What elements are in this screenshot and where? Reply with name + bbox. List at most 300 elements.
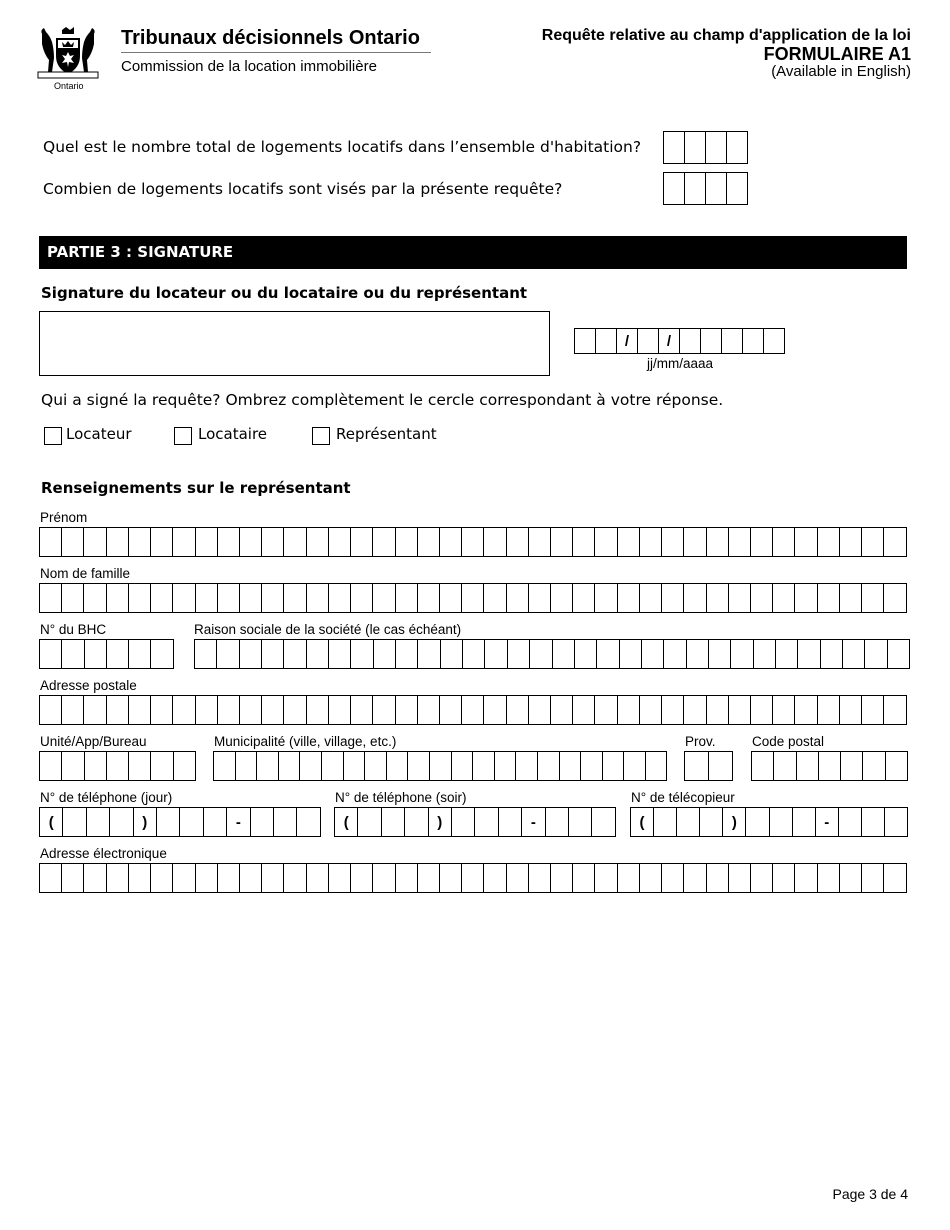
- char-box[interactable]: [707, 527, 729, 557]
- char-box[interactable]: [685, 751, 709, 781]
- char-box[interactable]: [462, 583, 484, 613]
- char-box[interactable]: [329, 863, 351, 893]
- fax-input[interactable]: [630, 807, 908, 837]
- char-box[interactable]: [396, 639, 418, 669]
- char-box[interactable]: [603, 751, 625, 781]
- char-box[interactable]: [85, 639, 107, 669]
- char-box[interactable]: [640, 695, 662, 725]
- char-box[interactable]: [727, 172, 748, 205]
- char-box[interactable]: [484, 863, 506, 893]
- char-box[interactable]: [592, 807, 615, 837]
- phone-day-input[interactable]: [39, 807, 321, 837]
- representative-checkbox[interactable]: [312, 427, 330, 445]
- char-box[interactable]: [507, 583, 529, 613]
- char-box[interactable]: [560, 751, 582, 781]
- char-box[interactable]: [729, 583, 751, 613]
- char-box[interactable]: [731, 639, 753, 669]
- char-box[interactable]: [516, 751, 538, 781]
- signature-box[interactable]: [39, 311, 550, 376]
- char-box[interactable]: [373, 527, 395, 557]
- char-box[interactable]: [640, 863, 662, 893]
- char-box[interactable]: [722, 328, 743, 354]
- char-box[interactable]: [818, 583, 840, 613]
- char-box[interactable]: [151, 695, 173, 725]
- char-box[interactable]: [452, 807, 475, 837]
- char-box[interactable]: [484, 527, 506, 557]
- char-box[interactable]: [262, 695, 284, 725]
- separator-char: (: [335, 807, 358, 837]
- char-box[interactable]: [640, 583, 662, 613]
- landlord-checkbox[interactable]: [44, 427, 62, 445]
- mailing-address-input[interactable]: [39, 695, 907, 725]
- char-box[interactable]: [507, 527, 529, 557]
- char-box[interactable]: [684, 695, 706, 725]
- char-box[interactable]: [640, 527, 662, 557]
- char-box[interactable]: [795, 863, 817, 893]
- char-box[interactable]: [262, 583, 284, 613]
- char-box[interactable]: [818, 863, 840, 893]
- char-box[interactable]: [793, 807, 816, 837]
- char-box[interactable]: [795, 695, 817, 725]
- char-box[interactable]: [214, 751, 236, 781]
- char-box[interactable]: [727, 131, 748, 164]
- char-box[interactable]: [462, 863, 484, 893]
- char-box[interactable]: [157, 807, 180, 837]
- char-box[interactable]: [129, 695, 151, 725]
- char-box[interactable]: [553, 639, 575, 669]
- char-box[interactable]: [62, 583, 84, 613]
- char-box[interactable]: [307, 527, 329, 557]
- header-divider: [121, 52, 431, 53]
- char-box[interactable]: [776, 639, 798, 669]
- char-box[interactable]: [797, 751, 819, 781]
- char-box[interactable]: [618, 583, 640, 613]
- char-box[interactable]: [62, 639, 84, 669]
- char-box[interactable]: [107, 583, 129, 613]
- char-box[interactable]: [173, 527, 195, 557]
- char-box[interactable]: [862, 695, 884, 725]
- char-box[interactable]: [662, 583, 684, 613]
- char-box[interactable]: [707, 863, 729, 893]
- char-box[interactable]: [888, 639, 910, 669]
- first-name-input[interactable]: [39, 527, 907, 557]
- char-box[interactable]: [351, 527, 373, 557]
- char-box[interactable]: [662, 695, 684, 725]
- char-box[interactable]: [396, 583, 418, 613]
- char-box[interactable]: [218, 527, 240, 557]
- char-box[interactable]: [240, 863, 262, 893]
- char-box[interactable]: [664, 172, 685, 205]
- char-box[interactable]: [284, 695, 306, 725]
- char-box[interactable]: [129, 863, 151, 893]
- char-box[interactable]: [575, 328, 596, 354]
- char-box[interactable]: [770, 807, 793, 837]
- char-box[interactable]: [530, 639, 552, 669]
- char-box[interactable]: [62, 751, 84, 781]
- char-box[interactable]: [706, 172, 727, 205]
- char-box[interactable]: [284, 583, 306, 613]
- char-box[interactable]: [62, 863, 84, 893]
- char-box[interactable]: [62, 527, 84, 557]
- char-box[interactable]: [151, 639, 173, 669]
- char-box[interactable]: [174, 751, 196, 781]
- char-box[interactable]: [863, 751, 885, 781]
- char-box[interactable]: [329, 695, 351, 725]
- char-box[interactable]: [40, 527, 62, 557]
- char-box[interactable]: [180, 807, 203, 837]
- char-box[interactable]: [351, 863, 373, 893]
- char-box[interactable]: [218, 863, 240, 893]
- char-box[interactable]: [344, 751, 366, 781]
- char-box[interactable]: [462, 527, 484, 557]
- char-box[interactable]: [707, 695, 729, 725]
- char-box[interactable]: [151, 583, 173, 613]
- municipality-input[interactable]: [213, 751, 667, 781]
- char-box[interactable]: [677, 807, 700, 837]
- char-box[interactable]: [581, 751, 603, 781]
- char-box[interactable]: [297, 807, 320, 837]
- char-box[interactable]: [764, 328, 785, 354]
- char-box[interactable]: [485, 639, 507, 669]
- char-box[interactable]: [151, 751, 173, 781]
- char-box[interactable]: [40, 583, 62, 613]
- char-box[interactable]: [862, 527, 884, 557]
- char-box[interactable]: [751, 863, 773, 893]
- char-box[interactable]: [529, 527, 551, 557]
- char-box[interactable]: [707, 583, 729, 613]
- char-box[interactable]: [418, 695, 440, 725]
- char-box[interactable]: [638, 328, 659, 354]
- char-box[interactable]: [795, 583, 817, 613]
- char-box[interactable]: [240, 583, 262, 613]
- char-box[interactable]: [773, 527, 795, 557]
- char-box[interactable]: [701, 328, 722, 354]
- phone-evening-input[interactable]: [334, 807, 616, 837]
- char-box[interactable]: [279, 751, 301, 781]
- char-box[interactable]: [307, 695, 329, 725]
- char-box[interactable]: [484, 695, 506, 725]
- char-box[interactable]: [551, 695, 573, 725]
- tenant-checkbox[interactable]: [174, 427, 192, 445]
- char-box[interactable]: [196, 583, 218, 613]
- char-box[interactable]: [84, 527, 106, 557]
- char-box[interactable]: [236, 751, 258, 781]
- char-box[interactable]: [507, 695, 529, 725]
- char-box[interactable]: [63, 807, 86, 837]
- lso-number-label: N° du BHC: [40, 622, 107, 637]
- char-box[interactable]: [729, 527, 751, 557]
- char-box[interactable]: [196, 527, 218, 557]
- char-box[interactable]: [374, 639, 396, 669]
- char-box[interactable]: [307, 583, 329, 613]
- char-box[interactable]: [746, 807, 769, 837]
- char-box[interactable]: [284, 863, 306, 893]
- char-box[interactable]: [40, 695, 62, 725]
- char-box[interactable]: [664, 639, 686, 669]
- char-box[interactable]: [84, 695, 106, 725]
- char-box[interactable]: [257, 751, 279, 781]
- char-box[interactable]: [173, 695, 195, 725]
- char-box[interactable]: [204, 807, 227, 837]
- char-box[interactable]: [358, 807, 381, 837]
- char-box[interactable]: [684, 583, 706, 613]
- date-format-hint: jj/mm/aaaa: [647, 356, 714, 371]
- char-box[interactable]: [662, 527, 684, 557]
- total-units-input[interactable]: [663, 131, 748, 164]
- char-box[interactable]: [240, 695, 262, 725]
- char-box[interactable]: [551, 583, 573, 613]
- char-box[interactable]: [595, 583, 617, 613]
- char-box[interactable]: [475, 807, 498, 837]
- lso-number-input[interactable]: [39, 639, 174, 669]
- char-box[interactable]: [408, 751, 430, 781]
- char-box[interactable]: [684, 527, 706, 557]
- char-box[interactable]: [440, 583, 462, 613]
- char-box[interactable]: [743, 328, 764, 354]
- char-box[interactable]: [396, 695, 418, 725]
- char-box[interactable]: [573, 695, 595, 725]
- char-box[interactable]: [499, 807, 522, 837]
- char-box[interactable]: [798, 639, 820, 669]
- char-box[interactable]: [307, 639, 329, 669]
- char-box[interactable]: [322, 751, 344, 781]
- char-box[interactable]: [351, 583, 373, 613]
- char-box[interactable]: [754, 639, 776, 669]
- company-name-input[interactable]: [194, 639, 910, 669]
- char-box[interactable]: [773, 695, 795, 725]
- char-box[interactable]: [195, 639, 217, 669]
- char-box[interactable]: [885, 807, 908, 837]
- char-box[interactable]: [251, 807, 274, 837]
- char-box[interactable]: [107, 863, 129, 893]
- char-box[interactable]: [840, 583, 862, 613]
- char-box[interactable]: [646, 751, 668, 781]
- char-box[interactable]: [595, 863, 617, 893]
- char-box[interactable]: [862, 583, 884, 613]
- char-box[interactable]: [463, 639, 485, 669]
- char-box[interactable]: [85, 751, 107, 781]
- char-box[interactable]: [862, 863, 884, 893]
- char-box[interactable]: [452, 751, 474, 781]
- char-box[interactable]: [196, 695, 218, 725]
- char-box[interactable]: [751, 695, 773, 725]
- char-box[interactable]: [595, 695, 617, 725]
- char-box[interactable]: [618, 695, 640, 725]
- char-box[interactable]: [262, 527, 284, 557]
- char-box[interactable]: [551, 527, 573, 557]
- char-box[interactable]: [396, 863, 418, 893]
- char-box[interactable]: [365, 751, 387, 781]
- char-box[interactable]: [752, 751, 774, 781]
- char-box[interactable]: [373, 695, 395, 725]
- char-box[interactable]: [700, 807, 723, 837]
- char-box[interactable]: [418, 527, 440, 557]
- char-box[interactable]: [795, 527, 817, 557]
- char-box[interactable]: [284, 639, 306, 669]
- char-box[interactable]: [484, 583, 506, 613]
- char-box[interactable]: [196, 863, 218, 893]
- separator-char: /: [659, 328, 680, 354]
- char-box[interactable]: [751, 583, 773, 613]
- char-box[interactable]: [40, 639, 62, 669]
- char-box[interactable]: [821, 639, 843, 669]
- char-box[interactable]: [107, 695, 129, 725]
- char-box[interactable]: [508, 639, 530, 669]
- char-box[interactable]: [865, 639, 887, 669]
- char-box[interactable]: [396, 527, 418, 557]
- char-box[interactable]: [462, 695, 484, 725]
- char-box[interactable]: [40, 863, 62, 893]
- char-box[interactable]: [620, 639, 642, 669]
- char-box[interactable]: [684, 863, 706, 893]
- char-box[interactable]: [262, 639, 284, 669]
- char-box[interactable]: [173, 863, 195, 893]
- postal-code-input[interactable]: [751, 751, 908, 781]
- char-box[interactable]: [405, 807, 428, 837]
- char-box[interactable]: [173, 583, 195, 613]
- char-box[interactable]: [329, 639, 351, 669]
- char-box[interactable]: [624, 751, 646, 781]
- char-box[interactable]: [441, 639, 463, 669]
- char-box[interactable]: [529, 863, 551, 893]
- char-box[interactable]: [618, 527, 640, 557]
- char-box[interactable]: [129, 751, 151, 781]
- char-box[interactable]: [129, 583, 151, 613]
- char-box[interactable]: [107, 527, 129, 557]
- char-box[interactable]: [709, 639, 731, 669]
- char-box[interactable]: [84, 863, 106, 893]
- char-box[interactable]: [751, 527, 773, 557]
- char-box[interactable]: [569, 807, 592, 837]
- char-box[interactable]: [654, 807, 677, 837]
- char-box[interactable]: [664, 131, 685, 164]
- char-box[interactable]: [440, 527, 462, 557]
- char-box[interactable]: [819, 751, 841, 781]
- char-box[interactable]: [218, 583, 240, 613]
- char-box[interactable]: [430, 751, 452, 781]
- char-box[interactable]: [685, 172, 706, 205]
- char-box[interactable]: [618, 863, 640, 893]
- char-box[interactable]: [529, 583, 551, 613]
- char-box[interactable]: [551, 863, 573, 893]
- char-box[interactable]: [773, 863, 795, 893]
- char-box[interactable]: [87, 807, 110, 837]
- char-box[interactable]: [774, 751, 796, 781]
- last-name-input[interactable]: [39, 583, 907, 613]
- signature-date-input[interactable]: [574, 328, 785, 354]
- char-box[interactable]: [773, 583, 795, 613]
- char-box[interactable]: [573, 583, 595, 613]
- char-box[interactable]: [495, 751, 517, 781]
- char-box[interactable]: [440, 863, 462, 893]
- char-box[interactable]: [300, 751, 322, 781]
- char-box[interactable]: [387, 751, 409, 781]
- char-box[interactable]: [218, 695, 240, 725]
- char-box[interactable]: [217, 639, 239, 669]
- char-box[interactable]: [843, 639, 865, 669]
- affected-units-input[interactable]: [663, 172, 748, 205]
- char-box[interactable]: [840, 527, 862, 557]
- char-box[interactable]: [151, 527, 173, 557]
- char-box[interactable]: [886, 751, 908, 781]
- char-box[interactable]: [729, 863, 751, 893]
- province-input[interactable]: [684, 751, 733, 781]
- email-input[interactable]: [39, 863, 907, 893]
- char-box[interactable]: [884, 527, 906, 557]
- char-box[interactable]: [573, 863, 595, 893]
- char-box[interactable]: [507, 863, 529, 893]
- char-box[interactable]: [662, 863, 684, 893]
- char-box[interactable]: [862, 807, 885, 837]
- char-box[interactable]: [884, 583, 906, 613]
- char-box[interactable]: [351, 639, 373, 669]
- char-box[interactable]: [680, 328, 701, 354]
- char-box[interactable]: [151, 863, 173, 893]
- char-box[interactable]: [129, 527, 151, 557]
- char-box[interactable]: [841, 751, 863, 781]
- char-box[interactable]: [595, 527, 617, 557]
- char-box[interactable]: [329, 527, 351, 557]
- char-box[interactable]: [373, 583, 395, 613]
- char-box[interactable]: [529, 695, 551, 725]
- char-box[interactable]: [382, 807, 405, 837]
- char-box[interactable]: [729, 695, 751, 725]
- char-box[interactable]: [709, 751, 733, 781]
- char-box[interactable]: [473, 751, 495, 781]
- char-box[interactable]: [107, 751, 129, 781]
- char-box[interactable]: [884, 695, 906, 725]
- char-box[interactable]: [840, 863, 862, 893]
- char-box[interactable]: [685, 131, 706, 164]
- char-box[interactable]: [818, 527, 840, 557]
- char-box[interactable]: [418, 639, 440, 669]
- char-box[interactable]: [818, 695, 840, 725]
- char-box[interactable]: [418, 583, 440, 613]
- unit-input[interactable]: [39, 751, 196, 781]
- char-box[interactable]: [107, 639, 129, 669]
- char-box[interactable]: [307, 863, 329, 893]
- char-box[interactable]: [642, 639, 664, 669]
- char-box[interactable]: [596, 328, 617, 354]
- char-box[interactable]: [40, 751, 62, 781]
- char-box[interactable]: [418, 863, 440, 893]
- char-box[interactable]: [597, 639, 619, 669]
- char-box[interactable]: [62, 695, 84, 725]
- char-box[interactable]: [546, 807, 569, 837]
- ontario-coat-of-arms-logo: [36, 26, 100, 92]
- char-box[interactable]: [373, 863, 395, 893]
- char-box[interactable]: [884, 863, 906, 893]
- char-box[interactable]: [839, 807, 862, 837]
- char-box[interactable]: [262, 863, 284, 893]
- char-box[interactable]: [110, 807, 133, 837]
- char-box[interactable]: [706, 131, 727, 164]
- char-box[interactable]: [440, 695, 462, 725]
- char-box[interactable]: [129, 639, 151, 669]
- char-box[interactable]: [575, 639, 597, 669]
- char-box[interactable]: [538, 751, 560, 781]
- char-box[interactable]: [573, 527, 595, 557]
- char-box[interactable]: [351, 695, 373, 725]
- char-box[interactable]: [687, 639, 709, 669]
- char-box[interactable]: [274, 807, 297, 837]
- char-box[interactable]: [284, 527, 306, 557]
- char-box[interactable]: [84, 583, 106, 613]
- char-box[interactable]: [840, 695, 862, 725]
- char-box[interactable]: [240, 527, 262, 557]
- char-box[interactable]: [240, 639, 262, 669]
- char-box[interactable]: [329, 583, 351, 613]
